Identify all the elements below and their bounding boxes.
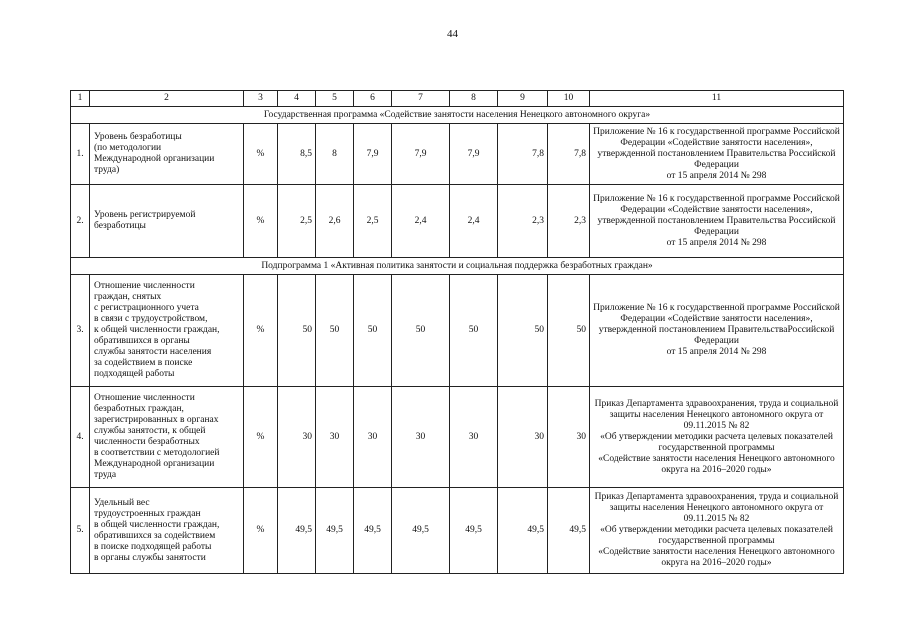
value-cell: 30 bbox=[450, 387, 498, 488]
source-document: Приказ Департамента здравоохранения, труда и социальной защиты населения Ненецкого автономного округа от 09.11.2015 № 82 «Об утверждении методики расчета целевых показателей государственной программы «Содействие занятости населения Ненецкого автономного округа на 2016–2020 годы» bbox=[590, 488, 844, 574]
value-cell: 49,5 bbox=[392, 488, 450, 574]
column-header: 8 bbox=[450, 91, 498, 107]
unit-cell: % bbox=[244, 275, 278, 387]
indicators-table bbox=[70, 90, 844, 574]
unit-cell: % bbox=[244, 488, 278, 574]
column-header: 2 bbox=[90, 91, 244, 107]
value-cell: 50 bbox=[392, 275, 450, 387]
value-cell: 50 bbox=[354, 275, 392, 387]
table-row bbox=[71, 488, 844, 574]
value-cell: 2,3 bbox=[548, 185, 590, 258]
value-cell: 7,8 bbox=[498, 124, 548, 185]
value-cell: 30 bbox=[316, 387, 354, 488]
unit-cell: % bbox=[244, 387, 278, 488]
column-header: 3 bbox=[244, 91, 278, 107]
indicator-name: Отношение численности граждан, снятых с регистрационного учета в связи с трудоустройством, к общей численности граждан, обратившихся в органы службы занятости населения за содействием в поиске подходящей работы bbox=[90, 275, 244, 387]
value-cell: 49,5 bbox=[498, 488, 548, 574]
source-document: Приложение № 16 к государственной программе Российской Федерации «Содействие занятости населения», утвержденной постановлением Правительства Российской Федерации от 15 апреля 2014 № 298 bbox=[590, 124, 844, 185]
indicator-name: Уровень безработицы (по методологии Международной организации труда) bbox=[90, 124, 244, 185]
value-cell: 2,6 bbox=[316, 185, 354, 258]
value-cell: 7,9 bbox=[354, 124, 392, 185]
value-cell: 30 bbox=[392, 387, 450, 488]
value-cell: 8,5 bbox=[278, 124, 316, 185]
value-cell: 2,5 bbox=[278, 185, 316, 258]
source-document: Приказ Департамента здравоохранения, труда и социальной защиты населения Ненецкого автономного округа от 09.11.2015 № 82 «Об утверждении методики расчета целевых показателей государственной программы «Содействие занятости населения Ненецкого автономного округа на 2016–2020 годы» bbox=[590, 387, 844, 488]
column-header: 10 bbox=[548, 91, 590, 107]
row-number: 4. bbox=[71, 387, 90, 488]
value-cell: 30 bbox=[548, 387, 590, 488]
value-cell: 8 bbox=[316, 124, 354, 185]
table-row bbox=[71, 185, 844, 258]
value-cell: 50 bbox=[450, 275, 498, 387]
column-header: 6 bbox=[354, 91, 392, 107]
table-row bbox=[71, 275, 844, 387]
row-number: 1. bbox=[71, 124, 90, 185]
column-header: 5 bbox=[316, 91, 354, 107]
subprogram-section-row bbox=[71, 258, 844, 275]
value-cell: 2,4 bbox=[392, 185, 450, 258]
value-cell: 30 bbox=[354, 387, 392, 488]
value-cell: 50 bbox=[548, 275, 590, 387]
subprogram-title: Подпрограмма 1 «Активная политика занятости и социальная поддержка безработных граждан» bbox=[71, 258, 844, 275]
column-header: 11 bbox=[590, 91, 844, 107]
indicator-name: Уровень регистрируемой безработицы bbox=[90, 185, 244, 258]
indicator-name: Отношение численности безработных граждан, зарегистрированных в органах службы занятости, к общей численности безработных в соответствии с методологией Международной организации труда bbox=[90, 387, 244, 488]
column-header: 9 bbox=[498, 91, 548, 107]
unit-cell: % bbox=[244, 124, 278, 185]
column-header: 7 bbox=[392, 91, 450, 107]
value-cell: 2,4 bbox=[450, 185, 498, 258]
source-document: Приложение № 16 к государственной программе Российской Федерации «Содействие занятости населения», утвержденной постановлением Правительства Российской Федерации от 15 апреля 2014 № 298 bbox=[590, 185, 844, 258]
program-section-row bbox=[71, 107, 844, 124]
value-cell: 7,9 bbox=[392, 124, 450, 185]
column-header: 4 bbox=[278, 91, 316, 107]
program-title: Государственная программа «Содействие занятости населения Ненецкого автономного округа» bbox=[71, 107, 844, 124]
table-body bbox=[71, 91, 844, 574]
indicator-name: Удельный вес трудоустроенных граждан в общей численности граждан, обратившихся за содействием в поиске подходящей работы в органы службы занятости bbox=[90, 488, 244, 574]
value-cell: 7,9 bbox=[450, 124, 498, 185]
value-cell: 50 bbox=[498, 275, 548, 387]
value-cell: 2,3 bbox=[498, 185, 548, 258]
column-header: 1 bbox=[71, 91, 90, 107]
value-cell: 49,5 bbox=[316, 488, 354, 574]
value-cell: 30 bbox=[498, 387, 548, 488]
value-cell: 50 bbox=[278, 275, 316, 387]
row-number: 3. bbox=[71, 275, 90, 387]
value-cell: 2,5 bbox=[354, 185, 392, 258]
source-document: Приложение № 16 к государственной программе Российской Федерации «Содействие занятости населения», утвержденной постановлением ПравительстваРоссийской Федерации от 15 апреля 2014 № 298 bbox=[590, 275, 844, 387]
column-number-row bbox=[71, 91, 844, 107]
value-cell: 49,5 bbox=[548, 488, 590, 574]
unit-cell: % bbox=[244, 185, 278, 258]
value-cell: 49,5 bbox=[354, 488, 392, 574]
value-cell: 49,5 bbox=[450, 488, 498, 574]
page-number: 44 bbox=[447, 28, 458, 40]
table-row bbox=[71, 387, 844, 488]
value-cell: 49,5 bbox=[278, 488, 316, 574]
value-cell: 7,8 bbox=[548, 124, 590, 185]
value-cell: 30 bbox=[278, 387, 316, 488]
table-row bbox=[71, 124, 844, 185]
row-number: 5. bbox=[71, 488, 90, 574]
value-cell: 50 bbox=[316, 275, 354, 387]
row-number: 2. bbox=[71, 185, 90, 258]
